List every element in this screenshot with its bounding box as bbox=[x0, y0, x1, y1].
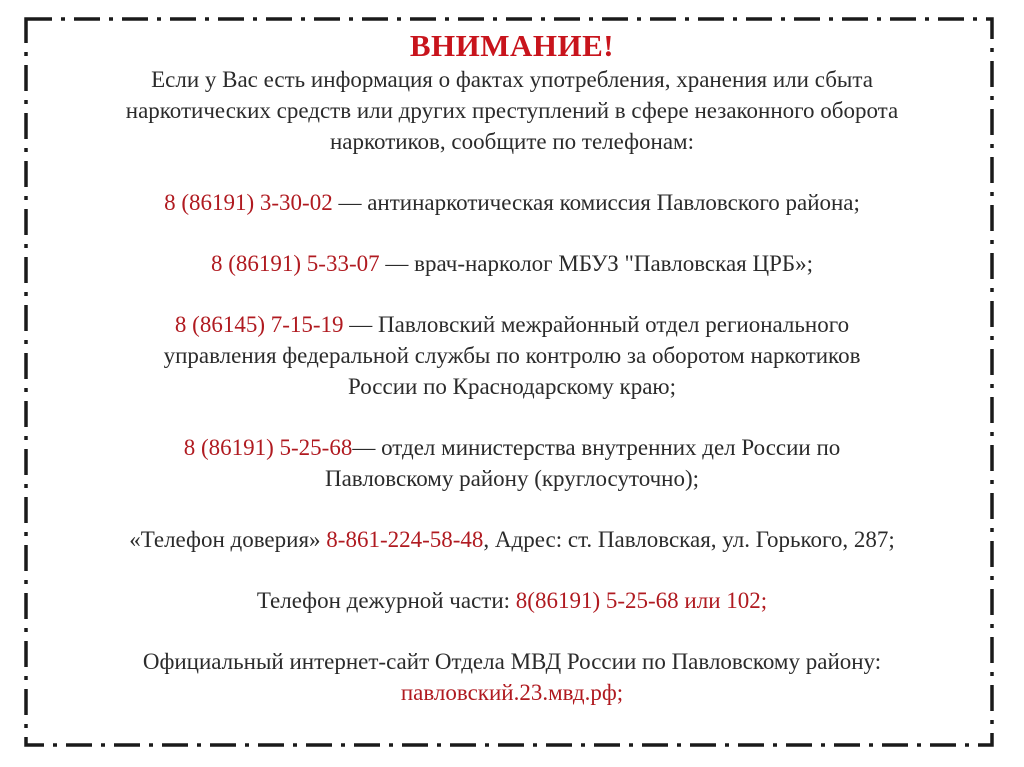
intro-line-2: наркотических средств или других преступлений в сфере незаконного оборота bbox=[125, 98, 899, 123]
duty-phone-label: Телефон дежурной части: bbox=[256, 588, 516, 613]
contact-description: — Павловский межрайонный отдел регионального bbox=[343, 312, 850, 337]
contact-description: Павловскому району (круглосуточно); bbox=[324, 466, 700, 491]
intro-line-1: Если у Вас есть информация о фактах употребления, хранения или сбыта bbox=[151, 67, 873, 92]
address-text: , Адрес: ст. Павловская, ул. Горького, 287; bbox=[483, 527, 895, 552]
official-website bbox=[36, 646, 988, 708]
contact-description: России по Краснодарскому краю; bbox=[348, 374, 676, 399]
phone-number[interactable]: 8 (86145) 7-15-19 bbox=[174, 312, 344, 337]
intro-paragraph bbox=[36, 64, 988, 157]
contact-drug-control-department bbox=[36, 309, 988, 402]
contact-description: управления федеральной службы по контролю за оборотом наркотиков bbox=[163, 343, 861, 368]
trust-hotline-label: «Телефон доверия» bbox=[129, 527, 327, 552]
website-link[interactable]: павловский.23.мвд.рф; bbox=[400, 680, 624, 705]
contact-description: — врач-нарколог МБУЗ "Павловская ЦРБ»; bbox=[379, 251, 814, 276]
contact-description: — антинаркотическая комиссия Павловского района; bbox=[332, 190, 860, 215]
website-label: Официальный интернет-сайт Отдела МВД России по Павловскому району: bbox=[142, 649, 882, 674]
contact-description: — отдел министерства внутренних дел России по bbox=[352, 435, 841, 460]
intro-line-3: наркотиков, сообщите по телефонам: bbox=[329, 129, 695, 154]
phone-number[interactable]: 8 (86191) 5-25-68 bbox=[183, 435, 353, 460]
notice-content bbox=[36, 28, 988, 740]
trust-hotline bbox=[36, 524, 988, 555]
duty-phone bbox=[36, 585, 988, 616]
phone-number[interactable]: 8(86191) 5-25-68 или 102; bbox=[515, 588, 768, 613]
phone-number[interactable]: 8 (86191) 3-30-02 bbox=[164, 190, 333, 215]
contact-narcologist bbox=[36, 248, 988, 279]
contact-interior-ministry bbox=[36, 432, 988, 494]
contact-anti-drug-commission bbox=[36, 187, 988, 218]
phone-number[interactable]: 8-861-224-58-48 bbox=[326, 527, 484, 552]
phone-number[interactable]: 8 (86191) 5-33-07 bbox=[210, 251, 380, 276]
notice-title: ВНИМАНИЕ! bbox=[409, 28, 615, 63]
